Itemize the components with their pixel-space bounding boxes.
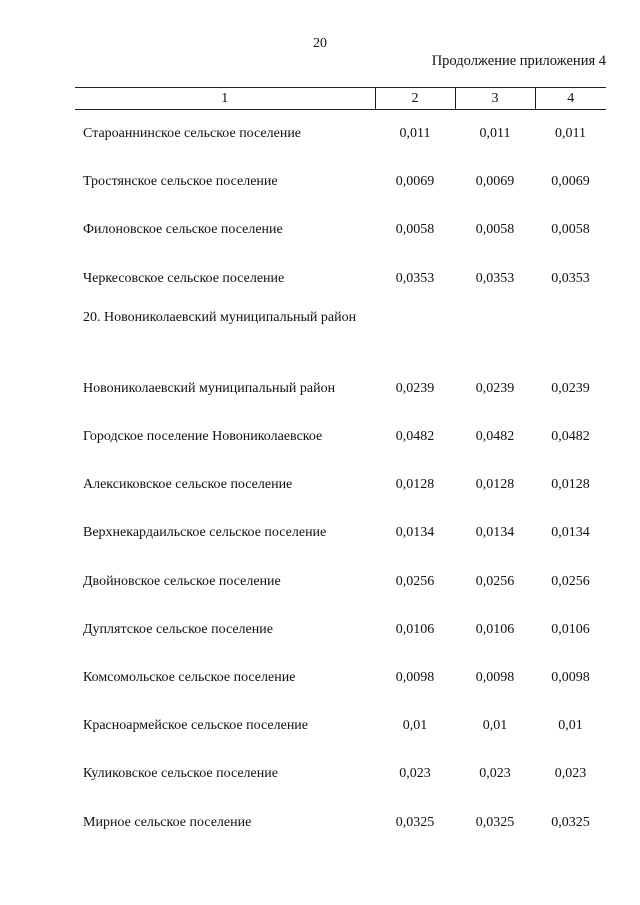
value-col-3: 0,0128: [475, 477, 515, 493]
column-header-1: 1: [75, 88, 375, 110]
value-col-3: 0,0098: [475, 669, 515, 685]
value-col-2: 0,023: [399, 766, 431, 782]
settlement-name: Комсомольское сельское поселение: [83, 669, 296, 685]
table-row: [75, 413, 606, 461]
header-row: [75, 88, 606, 110]
value-col-2: 0,011: [399, 126, 431, 142]
value-col-4: [535, 303, 606, 365]
value-col-4: 0,0069: [551, 174, 590, 190]
value-col-2: 0,0106: [395, 621, 435, 637]
value-col-2: 0,0058: [395, 222, 435, 238]
column-header-3: 3: [455, 88, 535, 110]
value-col-4: 0,0058: [551, 222, 590, 238]
settlement-name: Староаннинское сельское поселение: [83, 126, 302, 142]
value-col-4: 0,0256: [551, 573, 590, 589]
settlement-name: Красноармейское сельское поселение: [83, 718, 309, 734]
value-col-3: 0,0106: [475, 621, 515, 637]
value-col-2: 0,0098: [395, 669, 435, 685]
settlement-name: Тростянское сельское поселение: [83, 174, 278, 190]
section-heading-row: [75, 303, 606, 365]
table-row: [75, 558, 606, 606]
table-row: [75, 461, 606, 509]
settlement-name: Мирное сельское поселение: [83, 814, 252, 830]
table-body: [75, 110, 606, 847]
table-row: [75, 509, 606, 557]
value-col-3: 0,0325: [475, 814, 515, 830]
table-row: [75, 365, 606, 413]
value-col-3: 0,0134: [475, 525, 515, 541]
value-col-4: 0,0134: [551, 525, 590, 541]
value-col-2: 0,01: [402, 718, 428, 734]
table-row: [75, 206, 606, 254]
value-col-4: 0,0239: [551, 380, 590, 396]
settlement-name: Городское поселение Новониколаевское: [83, 429, 323, 445]
settlement-name: Алексиковское сельское поселение: [83, 477, 293, 493]
value-col-3: 0,023: [479, 766, 511, 782]
value-col-4: 0,023: [554, 766, 587, 782]
table-row: [75, 606, 606, 654]
table-row: [75, 798, 606, 846]
settlement-name: Верхнекардаильское сельское поселение: [83, 525, 327, 541]
value-col-3: 0,0058: [475, 222, 515, 238]
column-header-4: 4: [535, 88, 606, 110]
data-table: [75, 87, 606, 847]
settlement-name: Двойновское сельское поселение: [83, 573, 281, 589]
value-col-4: 0,01: [558, 718, 583, 734]
value-col-3: 0,01: [482, 718, 508, 734]
value-col-2: 0,0256: [395, 573, 435, 589]
column-header-2: 2: [375, 88, 455, 110]
table-row: [75, 654, 606, 702]
page-number: 20: [313, 36, 327, 51]
value-col-2: 0,0134: [395, 525, 435, 541]
table-row: [75, 702, 606, 750]
value-col-4: 0,0325: [551, 814, 590, 830]
value-col-3: [455, 303, 535, 365]
table-row: [75, 255, 606, 303]
value-col-3: 0,0482: [475, 429, 515, 445]
value-col-4: 0,0482: [551, 429, 590, 445]
value-col-2: 0,0325: [395, 814, 435, 830]
value-col-3: 0,011: [479, 126, 511, 142]
value-col-2: [375, 303, 455, 365]
value-col-2: 0,0239: [395, 380, 435, 396]
value-col-4: 0,0106: [551, 621, 590, 637]
settlement-name: Куликовское сельское поселение: [83, 766, 278, 782]
table-row: [75, 158, 606, 206]
value-col-2: 0,0353: [395, 270, 435, 286]
value-col-3: 0,0239: [475, 380, 515, 396]
table-header: [75, 88, 606, 110]
value-col-3: 0,0069: [475, 174, 515, 190]
district-heading: 20. Новониколаевский муниципальный район: [83, 309, 357, 325]
table-row: [75, 110, 606, 159]
value-col-4: 0,0353: [551, 270, 590, 286]
value-col-2: 0,0128: [395, 477, 435, 493]
continuation-title: Продолжение приложения 4: [431, 53, 606, 69]
value-col-4: 0,011: [555, 126, 586, 142]
settlement-name: Новониколаевский муниципальный район: [83, 380, 336, 396]
settlement-name: Черкесовское сельское поселение: [83, 270, 285, 286]
value-col-3: 0,0256: [475, 573, 515, 589]
value-col-2: 0,0482: [395, 429, 435, 445]
value-col-4: 0,0098: [551, 669, 590, 685]
value-col-3: 0,0353: [475, 270, 515, 286]
value-col-2: 0,0069: [395, 174, 435, 190]
settlement-name: Дуплятское сельское поселение: [83, 621, 273, 637]
value-col-4: 0,0128: [551, 477, 590, 493]
table-row: [75, 750, 606, 798]
settlement-name: Филоновское сельское поселение: [83, 222, 283, 238]
